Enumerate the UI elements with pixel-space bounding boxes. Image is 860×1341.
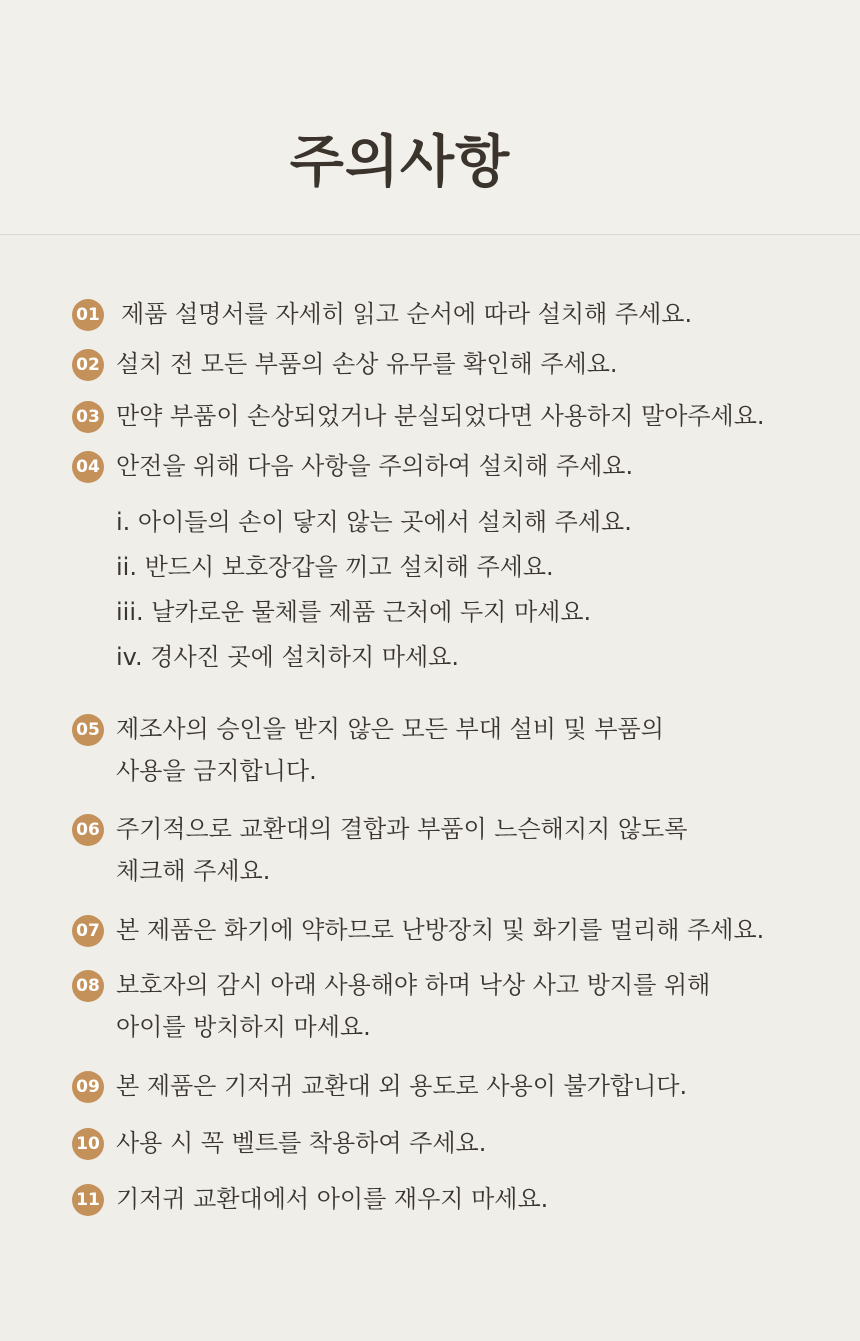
caution-item-02 <box>72 348 618 385</box>
caution-item-10 <box>72 1127 486 1164</box>
caution-item-09 <box>72 1070 687 1107</box>
caution-item-07 <box>72 914 764 951</box>
caution-text <box>116 708 664 792</box>
number-badge: 05 <box>72 714 104 746</box>
caution-item-05 <box>72 713 664 792</box>
caution-item-01 <box>72 298 692 335</box>
caution-text-line2: 사용을 금지합니다. <box>116 757 317 785</box>
caution-text: 제품 설명서를 자세히 읽고 순서에 따라 설치해 주세요. <box>121 300 693 328</box>
number-badge: 02 <box>72 349 104 381</box>
caution-text: 사용 시 꼭 벨트를 착용하여 주세요. <box>116 1129 487 1157</box>
caution-text-line2: 아이를 방치하지 마세요. <box>116 1013 371 1041</box>
number-badge: 11 <box>72 1184 104 1216</box>
caution-text: 만약 부품이 손상되었거나 분실되었다면 사용하지 말아주세요. <box>116 402 765 430</box>
sub-item-i: i. 아이들의 손이 닿지 않는 곳에서 설치해 주세요. <box>116 508 632 536</box>
caution-item-08 <box>72 969 710 1048</box>
sub-item-iii: iii. 날카로운 물체를 제품 근처에 두지 마세요. <box>116 598 592 626</box>
caution-text-line1: 주기적으로 교환대의 결합과 부품이 느슨해지지 않도록 <box>116 815 688 843</box>
number-badge: 09 <box>72 1071 104 1103</box>
sub-item-ii: ii. 반드시 보호장갑을 끼고 설치해 주세요. <box>116 553 554 581</box>
number-badge: 06 <box>72 814 104 846</box>
caution-item-06 <box>72 813 687 892</box>
number-badge: 01 <box>72 299 104 331</box>
caution-text-line2: 체크해 주세요. <box>116 857 271 885</box>
sub-item-iv: iv. 경사진 곳에 설치하지 마세요. <box>116 643 459 671</box>
number-badge: 07 <box>72 915 104 947</box>
number-badge: 10 <box>72 1128 104 1160</box>
caution-text <box>116 964 710 1048</box>
caution-text: 본 제품은 기저귀 교환대 외 용도로 사용이 불가합니다. <box>116 1072 688 1100</box>
caution-item-11 <box>72 1183 548 1220</box>
caution-text <box>116 808 687 892</box>
caution-text: 안전을 위해 다음 사항을 주의하여 설치해 주세요. <box>116 452 634 480</box>
caution-text-line1: 제조사의 승인을 받지 않은 모든 부대 설비 및 부품의 <box>116 715 664 743</box>
page-title: 주의사항 <box>289 130 511 195</box>
number-badge: 08 <box>72 970 104 1002</box>
header-band <box>0 0 860 235</box>
caution-item-03 <box>72 400 765 437</box>
caution-text: 설치 전 모든 부품의 손상 유무를 확인해 주세요. <box>116 350 618 378</box>
number-badge: 04 <box>72 451 104 483</box>
caution-text-line1: 보호자의 감시 아래 사용해야 하며 낙상 사고 방지를 위해 <box>116 971 711 999</box>
caution-text: 본 제품은 화기에 약하므로 난방장치 및 화기를 멀리해 주세요. <box>116 916 765 944</box>
caution-text: 기저귀 교환대에서 아이를 재우지 마세요. <box>116 1185 549 1213</box>
number-badge: 03 <box>72 401 104 433</box>
caution-item-04 <box>72 450 633 487</box>
